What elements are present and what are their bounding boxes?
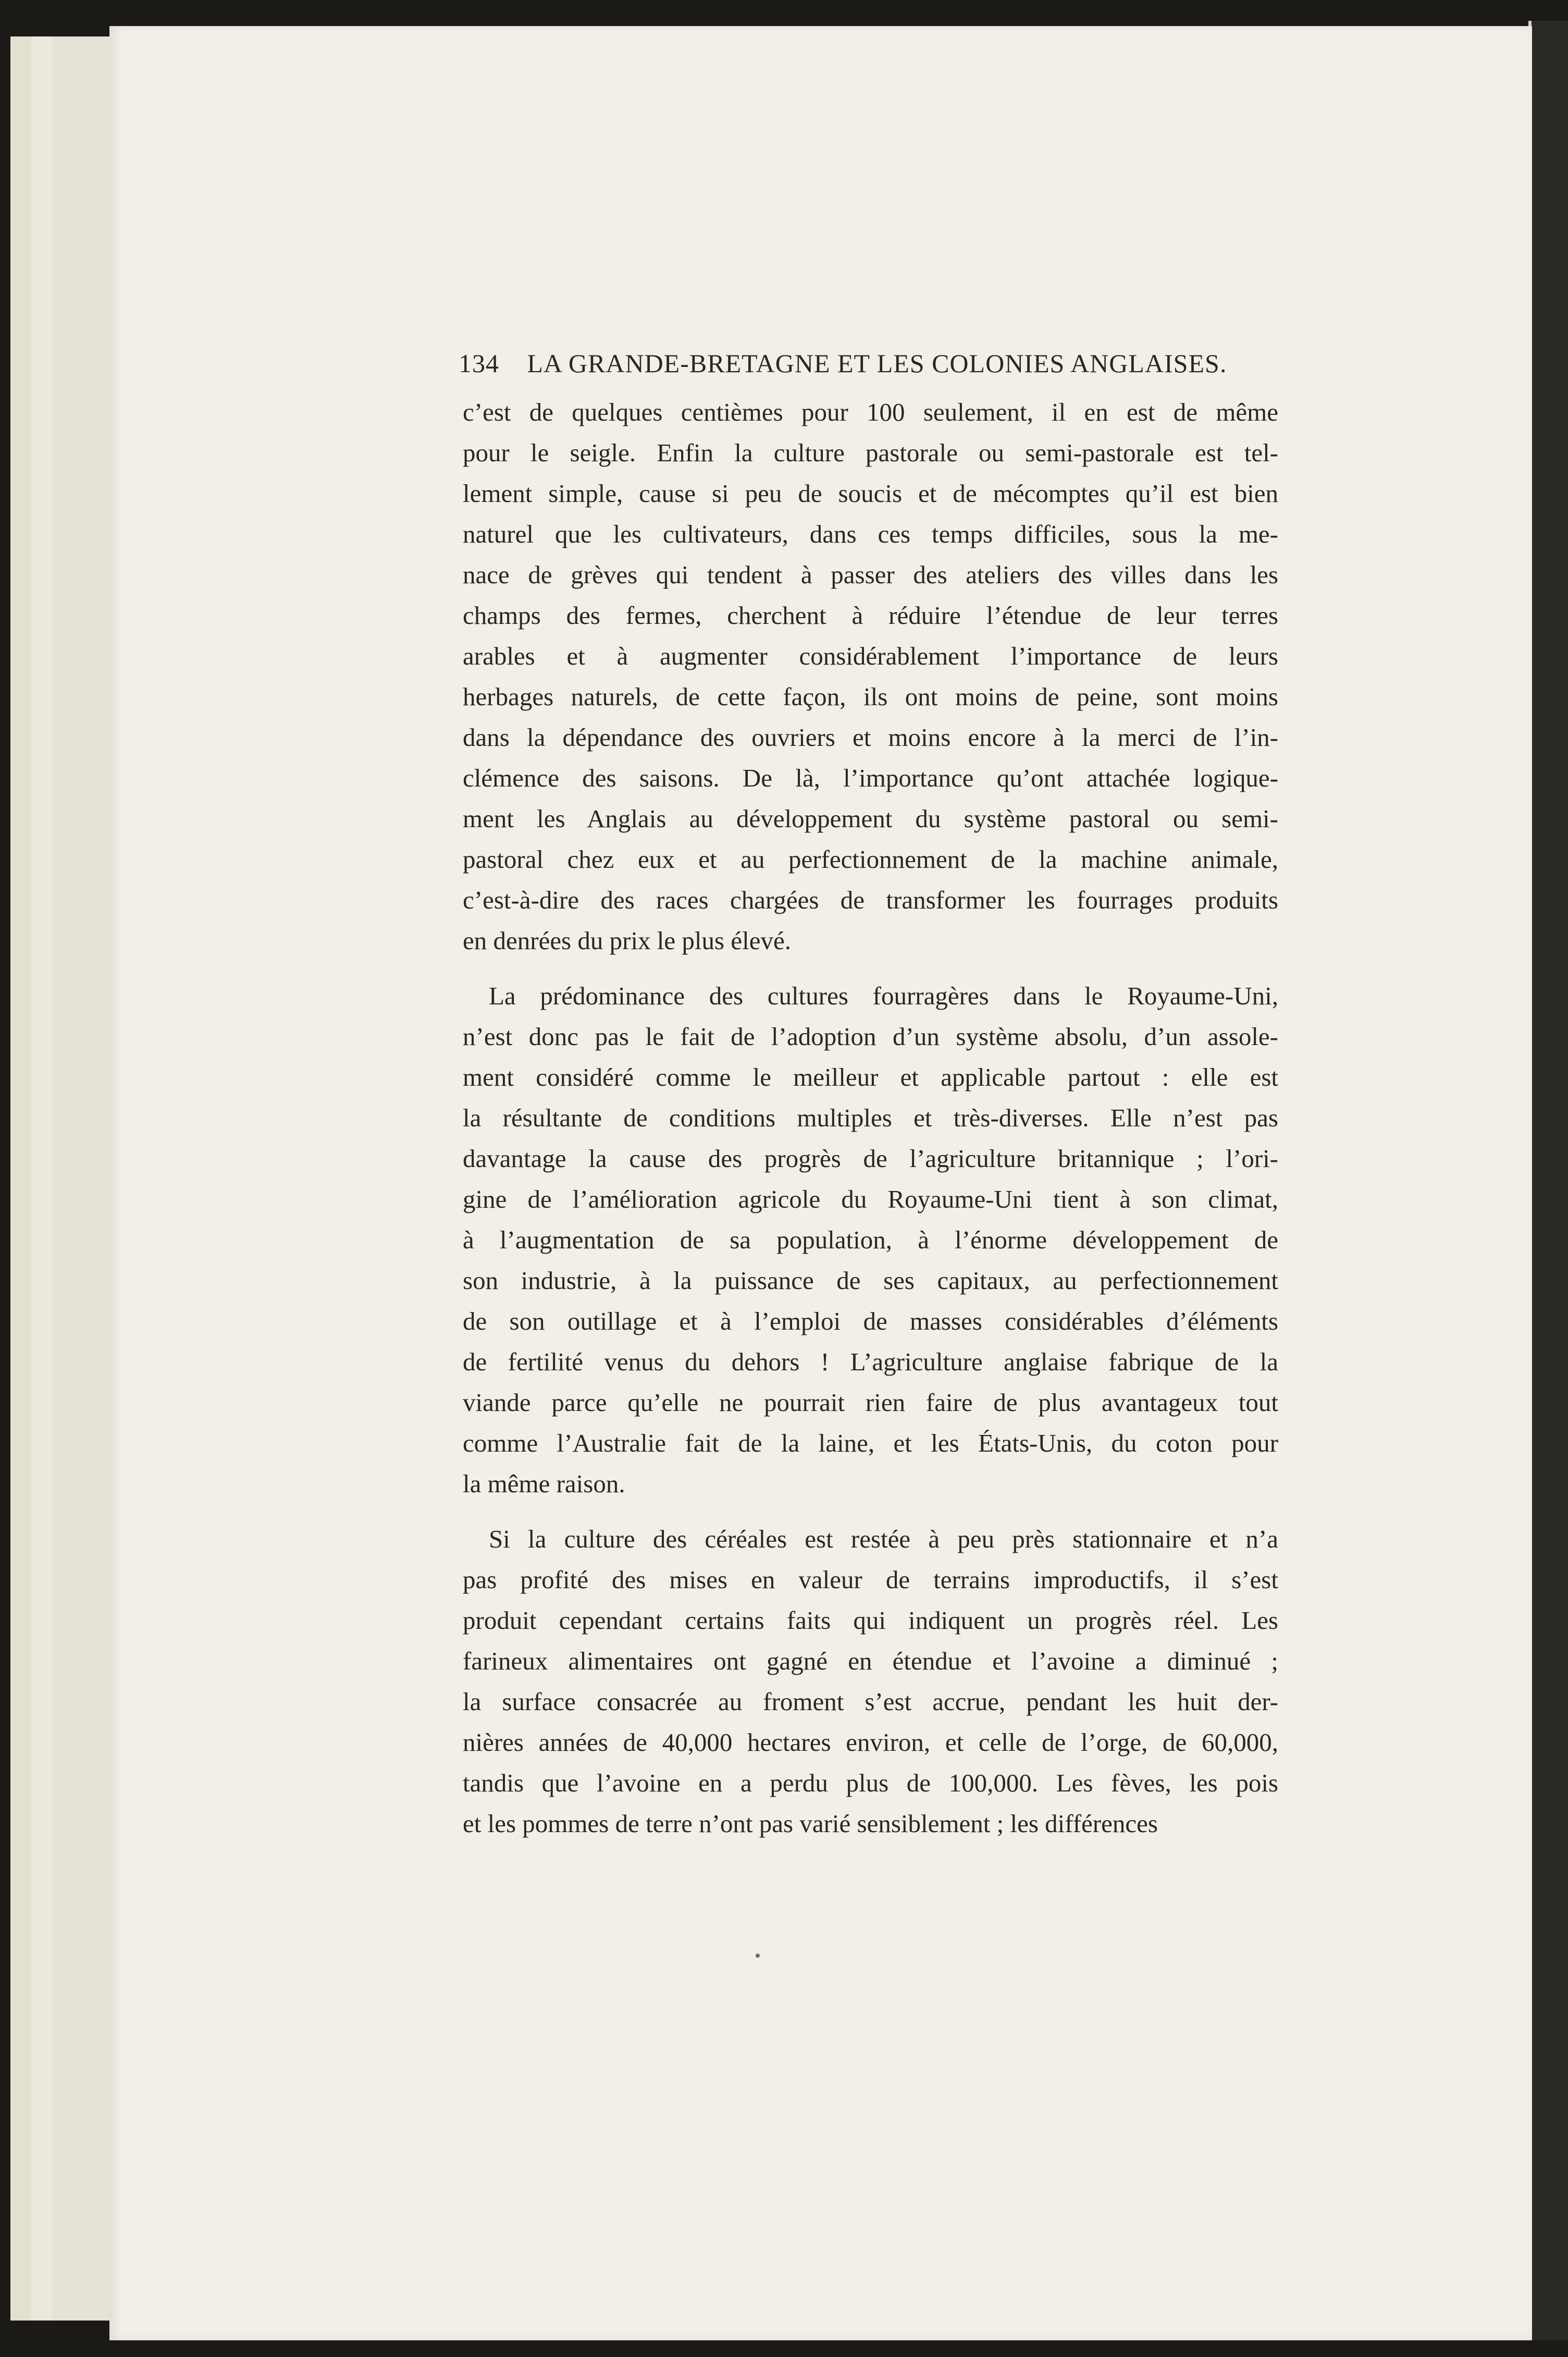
- text-line: gine de l’amélioration agricole du Royaume-Uni tient à son climat,: [463, 1185, 1278, 1213]
- text-line: herbages naturels, de cette façon, ils ont moins de peine, sont moins: [463, 682, 1278, 711]
- text-line: Si la culture des céréales est restée à peu près stationnaire et n’a: [489, 1525, 1278, 1553]
- text-line: nières années de 40,000 hectares environ, et celle de l’orge, de 60,000,: [463, 1728, 1278, 1757]
- text-line: nace de grèves qui tendent à passer des ateliers des villes dans les: [463, 560, 1278, 589]
- ink-speck: [756, 1954, 760, 1958]
- text-line: davantage la cause des progrès de l’agriculture britannique ; l’ori-: [463, 1144, 1278, 1173]
- running-title: LA GRANDE-BRETAGNE ET LES COLONIES ANGLAISES.: [527, 349, 1227, 378]
- text-line: pas profité des mises en valeur de terrains improductifs, il s’est: [463, 1565, 1278, 1594]
- text-line: n’est donc pas le fait de l’adoption d’un système absolu, d’un assole-: [463, 1022, 1278, 1051]
- text-line: à l’augmentation de sa population, à l’énorme développement de: [463, 1225, 1278, 1254]
- page-edge: [52, 36, 116, 2321]
- paragraph-gap: [463, 961, 1278, 976]
- running-header: [459, 348, 1287, 378]
- text-line: produit cependant certains faits qui indiquent un progrès réel. Les: [463, 1606, 1278, 1635]
- text-line: pastoral chez eux et au perfectionnement de la machine animale,: [463, 845, 1278, 874]
- text-line: de son outillage et à l’emploi de masses considérables d’éléments: [463, 1307, 1278, 1335]
- text-line: la surface consacrée au froment s’est accrue, pendant les huit der-: [463, 1687, 1278, 1716]
- text-line: la même raison.: [463, 1469, 625, 1498]
- text-line: farineux alimentaires ont gagné en étendue et l’avoine a diminué ;: [463, 1647, 1278, 1675]
- text-line: en denrées du prix le plus élevé.: [463, 926, 791, 955]
- text-line: naturel que les cultivateurs, dans ces temps difficiles, sous la me-: [463, 520, 1278, 548]
- text-line: c’est de quelques centièmes pour 100 seulement, il en est de même: [463, 398, 1278, 426]
- page-number: 134: [459, 349, 499, 378]
- text-line: pour le seigle. Enfin la culture pastorale ou semi-pastorale est tel-: [463, 438, 1278, 467]
- text-line: de fertilité venus du dehors ! L’agriculture anglaise fabrique de la: [463, 1347, 1278, 1376]
- text-line: clémence des saisons. De là, l’importance qu’ont attachée logique-: [463, 764, 1278, 792]
- text-line: comme l’Australie fait de la laine, et les États-Unis, du coton pour: [463, 1429, 1278, 1457]
- binding-edge: [1528, 21, 1568, 2340]
- text-line: champs des fermes, cherchent à réduire l’étendue de leur terres: [463, 601, 1278, 630]
- text-line: et les pommes de terre n’ont pas varié sensiblement ; les différences: [463, 1809, 1158, 1838]
- text-line: ment les Anglais au développement du système pastoral ou semi-: [463, 804, 1278, 833]
- text-line: ment considéré comme le meilleur et applicable partout : elle est: [463, 1063, 1278, 1091]
- text-line: son industrie, à la puissance de ses capitaux, au perfectionnement: [463, 1266, 1278, 1295]
- text-line: dans la dépendance des ouvriers et moins encore à la merci de l’in-: [463, 723, 1278, 752]
- text-line: la résultante de conditions multiples et très-diverses. Elle n’est pas: [463, 1103, 1278, 1132]
- text-line: arables et à augmenter considérablement l’importance de leurs: [463, 642, 1278, 670]
- text-line: c’est-à-dire des races chargées de transformer les fourrages produits: [463, 886, 1278, 914]
- paragraph-gap: [463, 1504, 1278, 1519]
- text-line: La prédominance des cultures fourragères dans le Royaume-Uni,: [489, 981, 1278, 1010]
- text-line: viande parce qu’elle ne pourrait rien faire de plus avantageux tout: [463, 1388, 1278, 1417]
- text-line: lement simple, cause si peu de soucis et de mécomptes qu’il est bien: [463, 479, 1278, 508]
- text-line: tandis que l’avoine en a perdu plus de 100,000. Les fèves, les pois: [463, 1769, 1278, 1797]
- body-text: [463, 392, 1278, 1844]
